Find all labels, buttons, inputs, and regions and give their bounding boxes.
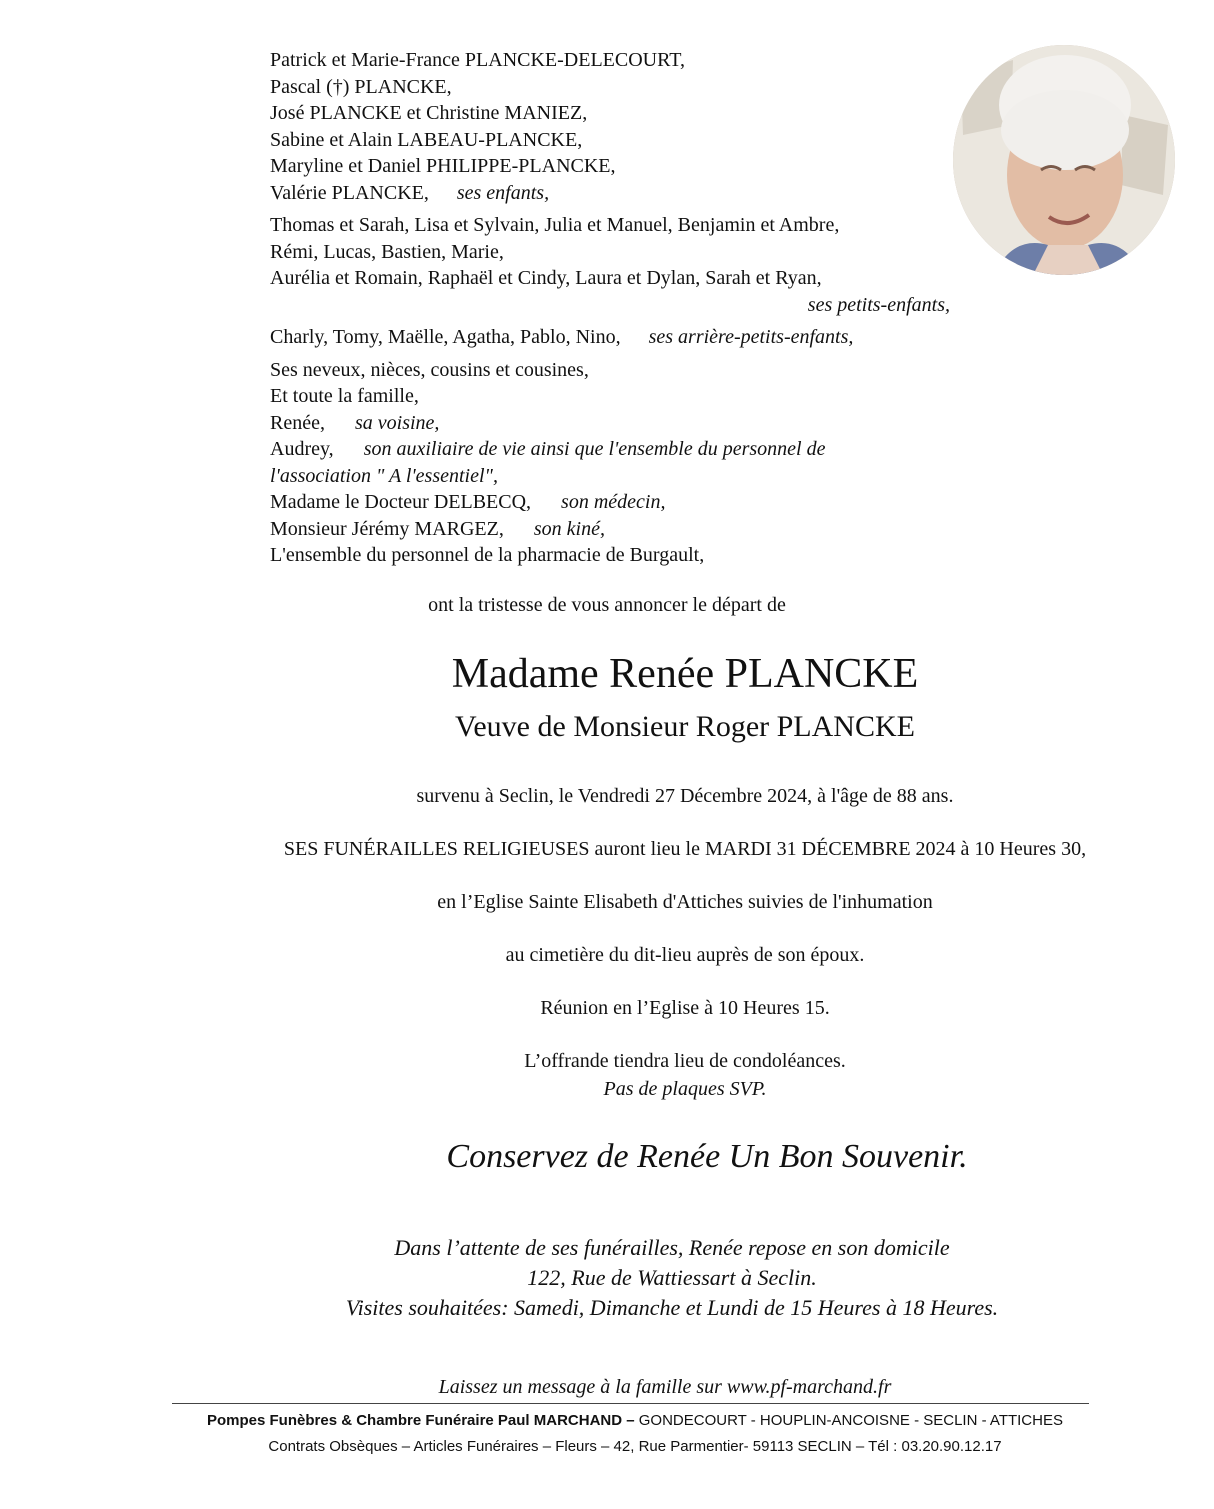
grandchildren-line: Thomas et Sarah, Lisa et Sylvain, Julia et Manuel, Benjamin et Ambre, <box>270 214 840 236</box>
footer-company-line <box>20 1412 1214 1429</box>
cemetery-info: au cimetière du dit-lieu auprès de son époux. <box>505 944 865 966</box>
footer-locations: GONDECOURT - HOUPLIN-ANCOISNE - SECLIN - ATTICHES <box>634 1412 1063 1429</box>
announcement-intro: ont la tristesse de vous annoncer le départ de <box>428 594 786 616</box>
family-list <box>270 47 960 569</box>
deceased-name: Madame Renée PLANCKE <box>451 651 919 697</box>
grandchildren-role: ses petits-enfants, <box>807 293 950 316</box>
assistant-name: Audrey, <box>270 438 334 460</box>
repose-line-3: Visites souhaitées: Samedi, Dimanche et Lundi de 15 Heures à 18 Heures. <box>345 1295 999 1320</box>
widow-of: Veuve de Monsieur Roger PLANCKE <box>455 710 915 743</box>
child-line: Pascal (†) PLANCKE, <box>270 75 452 98</box>
child-line: José PLANCKE et Christine MANIEZ, <box>270 102 588 124</box>
great-grandchildren-line <box>270 324 960 351</box>
assistant-role-cont: l'association " A l'essentiel", <box>270 464 498 487</box>
pharmacy-line: L'ensemble du personnel de la pharmacie de Burgault, <box>270 544 705 566</box>
repose-line-2: 122, Rue de Wattiessart à Seclin. <box>527 1265 817 1290</box>
assistant-line <box>270 436 960 463</box>
child-line: Patrick et Marie-France PLANCKE-DELECOURT, <box>270 49 685 71</box>
children-role: ses enfants, <box>456 181 550 204</box>
meeting-info: Réunion en l’Eglise à 10 Heures 15. <box>540 997 830 1019</box>
souvenir-line: Conservez de Renée Un Bon Souvenir. <box>446 1138 968 1175</box>
doctor-line <box>270 489 960 516</box>
footer-services: Contrats Obsèques – Articles Funéraires – Fleurs – 42, Rue Parmentier- 59113 SECLIN – Tél : 03.20.90.12.17 <box>268 1438 1002 1455</box>
neighbor-role: sa voisine, <box>354 411 440 434</box>
footer-divider <box>172 1403 1089 1404</box>
assistant-role: son auxiliaire de vie ainsi que l'ensemble du personnel de <box>363 438 826 460</box>
repose-line-1: Dans l’attente de ses funérailles, Renée repose en son domicile <box>394 1235 950 1260</box>
message-line: Laissez un message à la famille sur www.pf-marchand.fr <box>438 1376 892 1398</box>
footer-company: Pompes Funèbres & Chambre Funéraire Paul MARCHAND – <box>207 1412 635 1429</box>
doctor-role: son médecin, <box>561 491 666 513</box>
great-grandchildren-role: ses arrière-petits-enfants, <box>648 326 854 348</box>
whole-family-line: Et toute la famille, <box>270 385 419 407</box>
child-name: Valérie PLANCKE, <box>270 181 429 204</box>
grandchildren-line: Aurélia et Romain, Raphaël et Cindy, Laura et Dylan, Sarah et Ryan, <box>270 267 822 289</box>
neighbor-line <box>270 410 960 437</box>
child-line: Maryline et Daniel PHILIPPE-PLANCKE, <box>270 155 616 177</box>
relatives-line: Ses neveux, nièces, cousins et cousines, <box>270 358 589 381</box>
no-plaques: Pas de plaques SVP. <box>603 1078 767 1100</box>
great-grandchildren-names: Charly, Tomy, Maëlle, Agatha, Pablo, Nino, <box>270 326 621 348</box>
neighbor-name: Renée, <box>270 411 325 434</box>
child-line-last <box>270 180 960 207</box>
physio-line <box>270 516 960 543</box>
physio-name: Monsieur Jérémy MARGEZ, <box>270 517 504 540</box>
funeral-info: SES FUNÉRAILLES RELIGIEUSES auront lieu le MARDI 31 DÉCEMBRE 2024 à 10 Heures 30, <box>283 838 1087 860</box>
physio-role: son kiné, <box>533 517 605 540</box>
portrait-illustration <box>953 45 1175 275</box>
child-line: Sabine et Alain LABEAU-PLANCKE, <box>270 128 583 151</box>
death-info: survenu à Seclin, le Vendredi 27 Décembre 2024, à l'âge de 88 ans. <box>416 785 954 807</box>
church-info: en l’Eglise Sainte Elisabeth d'Attiches suivies de l'inhumation <box>437 891 933 913</box>
doctor-name: Madame le Docteur DELBECQ, <box>270 491 532 513</box>
portrait-photo <box>953 45 1175 275</box>
grandchildren-line: Rémi, Lucas, Bastien, Marie, <box>270 240 504 263</box>
offering-info: L’offrande tiendra lieu de condoléances. <box>524 1050 846 1072</box>
